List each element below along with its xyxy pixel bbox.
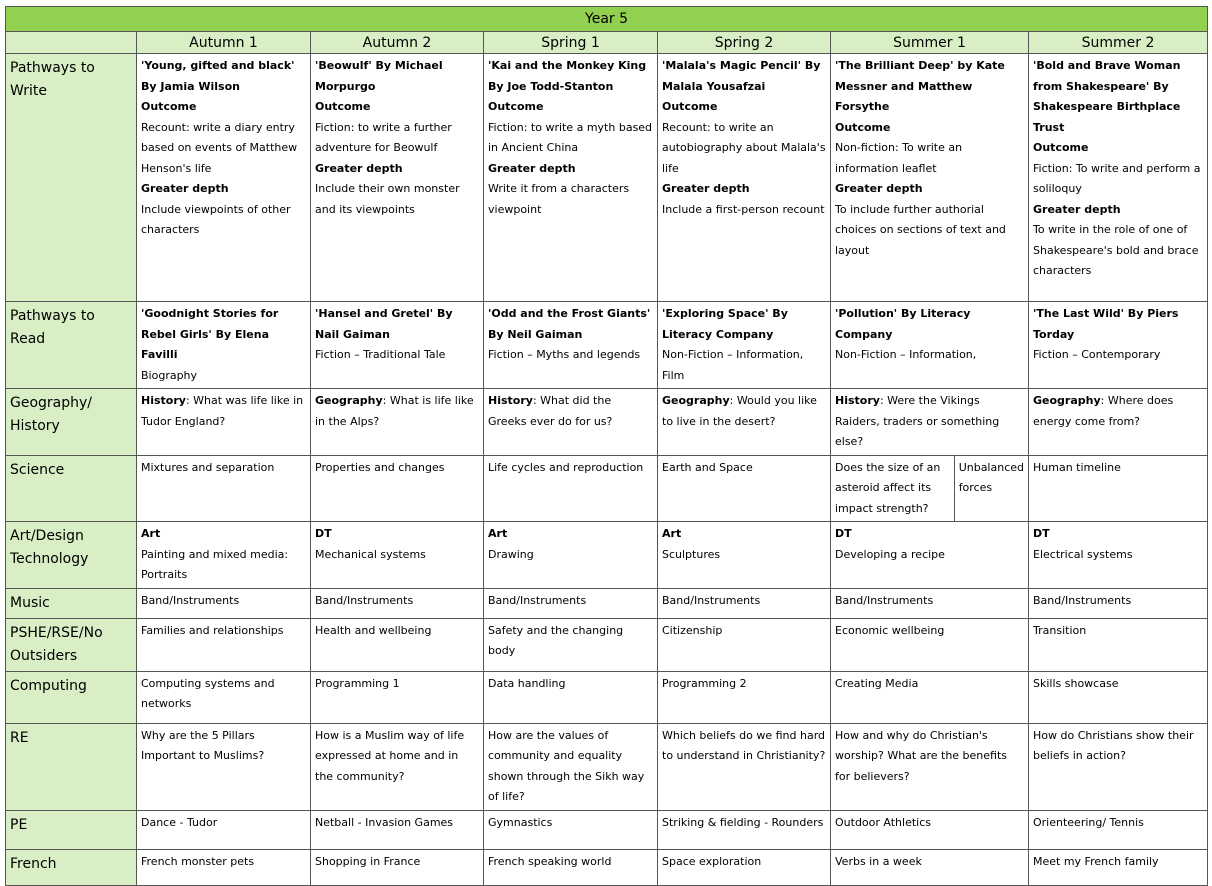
lesson-cell — [311, 810, 484, 849]
book-title: 'The Last Wild' By Piers Torday — [1033, 307, 1179, 341]
lesson-cell — [311, 671, 484, 723]
greater-depth-label: Greater depth — [1033, 202, 1121, 216]
cell-text: Painting and mixed media: Portraits — [141, 547, 289, 581]
cell-text: Band/Instruments — [488, 593, 587, 607]
subject-label: PE — [6, 810, 137, 849]
curriculum-table — [5, 6, 1208, 886]
lesson-cell — [311, 455, 484, 522]
outcome-label: Outcome — [141, 100, 197, 113]
lesson-cell — [658, 810, 831, 849]
cell-text: Dance - Tudor — [141, 815, 218, 829]
book-title: 'Young, gifted and black' By Jamia Wilson — [141, 59, 295, 93]
subject-label: RE — [6, 723, 137, 810]
greater-depth-text: To write in the role of one of Shakespeare's bold and brace characters — [1033, 223, 1199, 277]
lesson-cell — [484, 54, 658, 302]
book-title: 'The Brilliant Deep' by Kate Messner and Matthew Forsythe — [835, 59, 1005, 113]
topic-text: : What was life like in Tudor England? — [141, 394, 304, 428]
lesson-cell — [1029, 54, 1208, 302]
lesson-cell — [311, 302, 484, 389]
cell-text: How are the values of community and equality shown through the Sikh way of life? — [488, 728, 645, 803]
subject-label: Art/Design Technology — [6, 522, 137, 589]
outcome-text: Fiction: To write and perform a soliloquy — [1033, 161, 1201, 195]
cell-text: Electrical systems — [1033, 547, 1133, 561]
lesson-cell — [831, 810, 1029, 849]
cell-text: Shopping in France — [315, 854, 421, 868]
cell-text: Safety and the changing body — [488, 623, 624, 657]
lesson-cell — [137, 389, 311, 456]
topic-text: : What is life like in the Alps? — [315, 394, 474, 428]
greater-depth-text: Include a first-person recount — [662, 202, 825, 216]
table-row — [6, 389, 1208, 456]
genre-text: Fiction – Traditional Tale — [315, 348, 446, 361]
cell-text: Human timeline — [1033, 460, 1121, 474]
table-row — [6, 849, 1208, 885]
lesson-cell — [137, 302, 311, 389]
topic-question — [835, 391, 1024, 453]
cell-text: Programming 1 — [315, 676, 400, 690]
cell-text: Programming 2 — [662, 676, 747, 690]
lesson-cell — [484, 588, 658, 618]
outcome-text: Fiction: to write a further adventure for Beowulf — [315, 120, 452, 154]
lesson-cell — [484, 455, 658, 522]
cell-text: Band/Instruments — [315, 593, 414, 607]
term-header: Summer 1 — [831, 32, 1029, 54]
lesson-cell — [137, 455, 311, 522]
topic-label: Geography — [315, 394, 383, 407]
lesson-cell — [658, 455, 831, 522]
topic-question — [662, 391, 826, 432]
lesson-cell — [658, 54, 831, 302]
outcome-label: Outcome — [835, 120, 891, 134]
book-title: 'Malala's Magic Pencil' By Malala Yousafzai — [662, 59, 821, 93]
cell-text: Why are the 5 Pillars Important to Muslims? — [141, 728, 265, 762]
table-title: Year 5 — [6, 7, 1208, 32]
genre-text: Non-Fiction – Information, Film — [662, 348, 804, 382]
greater-depth-text: Write it from a characters viewpoint — [488, 182, 630, 216]
lesson-cell — [831, 455, 1029, 522]
cell-text: Meet my French family — [1033, 854, 1159, 868]
cell-text: Netball - Invasion Games — [315, 815, 454, 829]
lesson-cell — [658, 671, 831, 723]
lesson-cell — [484, 723, 658, 810]
greater-depth-text: To include further authorial choices on sections of text and layout — [835, 202, 1006, 257]
subject-label: PSHE/RSE/No Outsiders — [6, 618, 137, 671]
subject-type: Art — [662, 527, 682, 540]
cell-text: Data handling — [488, 676, 566, 690]
term-header: Spring 1 — [484, 32, 658, 54]
lesson-cell — [658, 389, 831, 456]
genre-text: Non-Fiction – Information, — [835, 348, 977, 361]
corner-cell — [6, 32, 137, 54]
greater-depth-label: Greater depth — [488, 161, 576, 175]
lesson-cell — [311, 588, 484, 618]
topic-text: : Would you like to live in the desert? — [662, 394, 817, 428]
greater-depth-label: Greater depth — [835, 182, 923, 195]
table-row — [6, 671, 1208, 723]
cell-text: How do Christians show their beliefs in action? — [1033, 728, 1194, 762]
cell-text: How is a Muslim way of life expressed at home and in the community? — [315, 728, 465, 783]
lesson-cell — [137, 671, 311, 723]
cell-text: Earth and Space — [662, 460, 753, 474]
lesson-cell — [484, 810, 658, 849]
cell-text: Citizenship — [662, 623, 723, 637]
cell-text: Which beliefs do we find hard to understand in Christianity? — [662, 728, 826, 762]
lesson-cell — [1029, 455, 1208, 522]
cell-text: Outdoor Athletics — [835, 815, 931, 829]
cell-text: Health and wellbeing — [315, 623, 432, 637]
term-header: Autumn 2 — [311, 32, 484, 54]
lesson-cell — [831, 618, 1029, 671]
cell-text: Band/Instruments — [141, 593, 240, 607]
topic-text: : Where does energy come from? — [1033, 394, 1174, 428]
subject-type: Art — [141, 527, 161, 540]
table-row — [6, 54, 1208, 302]
table-row — [6, 588, 1208, 618]
lesson-cell — [137, 849, 311, 885]
lesson-cell — [831, 302, 1029, 389]
topic-label: Geography — [662, 394, 730, 407]
lesson-cell — [1029, 849, 1208, 885]
outcome-text: Non-fiction: To write an information leaflet — [835, 141, 963, 175]
book-title: 'Hansel and Gretel' By Nail Gaiman — [315, 307, 453, 341]
lesson-cell — [137, 588, 311, 618]
cell-text: Space exploration — [662, 854, 762, 868]
topic-label: History — [835, 394, 880, 407]
cell-text: Transition — [1033, 623, 1087, 637]
cell-text: Computing systems and networks — [141, 676, 275, 710]
subject-type: DT — [315, 527, 332, 540]
lesson-cell — [137, 618, 311, 671]
cell-text: Unbalanced forces — [958, 460, 1024, 494]
cell-text: Properties and changes — [315, 460, 445, 474]
topic-label: Geography — [1033, 394, 1101, 407]
topic-question — [488, 391, 653, 432]
lesson-cell — [484, 618, 658, 671]
cell-text: French monster pets — [141, 854, 255, 868]
lesson-cell — [658, 723, 831, 810]
greater-depth-text: Include viewpoints of other characters — [141, 202, 291, 236]
outcome-text: Recount: write a diary entry based on events of Matthew Henson's life — [141, 120, 298, 175]
lesson-cell — [484, 302, 658, 389]
lesson-cell — [311, 618, 484, 671]
cell-text: Families and relationships — [141, 623, 284, 637]
cell-text: Creating Media — [835, 676, 919, 690]
greater-depth-text: Include their own monster and its viewpoints — [315, 182, 460, 216]
lesson-cell — [658, 302, 831, 389]
cell-text: Sculptures — [662, 547, 721, 561]
cell-text: Drawing — [488, 547, 534, 561]
lesson-cell — [484, 522, 658, 589]
table-row — [6, 302, 1208, 389]
subject-label: Pathways to Read — [6, 302, 137, 389]
book-title: 'Kai and the Monkey King By Joe Todd-Stanton — [488, 59, 647, 93]
lesson-cell — [831, 54, 1029, 302]
genre-text: Fiction – Contemporary — [1033, 348, 1161, 361]
cell-text: Mixtures and separation — [141, 460, 275, 474]
lesson-cell — [831, 849, 1029, 885]
lesson-cell — [311, 389, 484, 456]
subject-type: DT — [1033, 527, 1050, 540]
greater-depth-label: Greater depth — [662, 182, 750, 195]
split-cell — [831, 456, 1028, 522]
term-header: Autumn 1 — [137, 32, 311, 54]
lesson-cell — [484, 849, 658, 885]
lesson-cell — [831, 522, 1029, 589]
subject-label: Geography/ History — [6, 389, 137, 456]
lesson-cell — [831, 723, 1029, 810]
lesson-cell — [1029, 389, 1208, 456]
table-row — [6, 618, 1208, 671]
lesson-cell — [1029, 302, 1208, 389]
cell-text: Band/Instruments — [1033, 593, 1132, 607]
lesson-cell — [137, 810, 311, 849]
table-row — [6, 810, 1208, 849]
lesson-cell — [484, 389, 658, 456]
subject-label: French — [6, 849, 137, 885]
lesson-cell — [658, 618, 831, 671]
lesson-cell — [1029, 723, 1208, 810]
subject-label: Music — [6, 588, 137, 618]
term-header: Summer 2 — [1029, 32, 1208, 54]
lesson-cell — [831, 588, 1029, 618]
subject-label: Computing — [6, 671, 137, 723]
lesson-cell — [831, 389, 1029, 456]
lesson-cell — [1029, 810, 1208, 849]
topic-text: : What did the Greeks ever do for us? — [488, 394, 613, 428]
greater-depth-label: Greater depth — [141, 182, 229, 195]
topic-question — [1033, 391, 1203, 432]
subject-label: Science — [6, 455, 137, 522]
cell-text: Band/Instruments — [662, 593, 761, 607]
outcome-label: Outcome — [488, 100, 544, 113]
topic-label: History — [488, 394, 533, 407]
book-title: 'Beowulf' By Michael Morpurgo — [315, 59, 443, 93]
cell-text: Skills showcase — [1033, 676, 1119, 690]
outcome-label: Outcome — [1033, 141, 1089, 154]
cell-text: French speaking world — [488, 854, 612, 868]
table-row — [6, 522, 1208, 589]
lesson-cell — [1029, 671, 1208, 723]
table-row — [6, 723, 1208, 810]
cell-text: Mechanical systems — [315, 547, 426, 561]
lesson-cell — [311, 522, 484, 589]
cell-text: Gymnastics — [488, 815, 553, 829]
lesson-cell — [831, 671, 1029, 723]
cell-text: Does the size of an asteroid affect its impact strength? — [831, 456, 955, 522]
outcome-label: Outcome — [662, 100, 718, 113]
lesson-cell — [137, 522, 311, 589]
term-header: Spring 2 — [658, 32, 831, 54]
topic-label: History — [141, 394, 186, 407]
outcome-text: Fiction: to write a myth based in Ancient China — [488, 120, 653, 154]
cell-text: Economic wellbeing — [835, 623, 945, 637]
book-title: 'Goodnight Stories for Rebel Girls' By Elena Favilli — [141, 307, 279, 361]
outcome-label: Outcome — [315, 100, 371, 113]
book-title: 'Exploring Space' By Literacy Company — [662, 307, 788, 341]
lesson-cell — [484, 671, 658, 723]
topic-text: : Were the Vikings Raiders, traders or something else? — [835, 394, 1000, 448]
cell-text: Life cycles and reproduction — [488, 460, 644, 474]
topic-question — [141, 391, 306, 432]
table-body — [6, 54, 1208, 886]
genre-text: Fiction – Myths and legends — [488, 348, 641, 361]
outcome-text: Recount: to write an autobiography about Malala's life — [662, 120, 826, 175]
subject-type: DT — [835, 527, 852, 540]
lesson-cell — [1029, 588, 1208, 618]
greater-depth-label: Greater depth — [315, 161, 403, 175]
lesson-cell — [311, 54, 484, 302]
cell-text: Striking & fielding - Rounders — [662, 815, 824, 829]
genre-text: Biography — [141, 368, 198, 382]
subject-label: Pathways to Write — [6, 54, 137, 302]
lesson-cell — [658, 849, 831, 885]
lesson-cell — [137, 54, 311, 302]
table-row — [6, 455, 1208, 522]
cell-text: Developing a recipe — [835, 547, 945, 561]
book-title: 'Bold and Brave Woman from Shakespeare' By Shakespeare Birthplace Trust — [1033, 59, 1181, 134]
lesson-cell — [1029, 618, 1208, 671]
lesson-cell — [658, 522, 831, 589]
lesson-cell — [137, 723, 311, 810]
cell-text: How and why do Christian's worship? What are the benefits for believers? — [835, 728, 1008, 783]
cell-text: Orienteering/ Tennis — [1033, 815, 1144, 829]
book-title: 'Odd and the Frost Giants' By Neil Gaiman — [488, 307, 651, 341]
lesson-cell — [658, 588, 831, 618]
lesson-cell — [1029, 522, 1208, 589]
cell-text: Band/Instruments — [835, 593, 934, 607]
topic-question — [315, 391, 479, 432]
lesson-cell — [311, 723, 484, 810]
subject-type: Art — [488, 527, 508, 540]
lesson-cell — [311, 849, 484, 885]
cell-text: Verbs in a week — [835, 854, 922, 868]
book-title: 'Pollution' By Literacy Company — [835, 307, 971, 341]
